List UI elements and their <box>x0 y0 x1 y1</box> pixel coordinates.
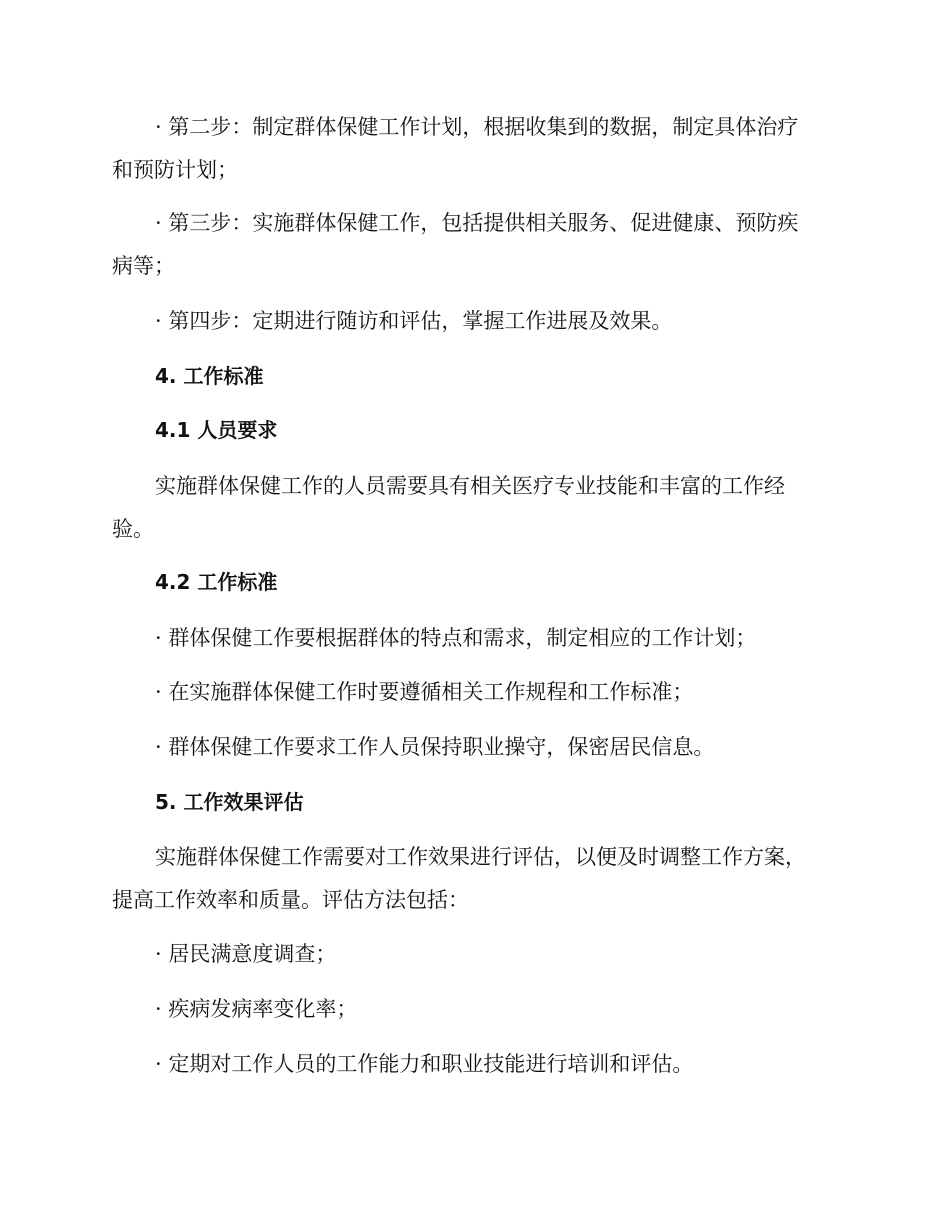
step3-line2: 病等； <box>112 254 175 278</box>
section-4-1-heading: 4.1 人员要求 <box>155 418 278 442</box>
step4-text: · 第四步：定期进行随访和评估，掌握工作进展及效果。 <box>155 309 673 333</box>
step2-line2: 和预防计划； <box>112 158 238 182</box>
section-4-1-body-line2: 验。 <box>112 517 154 541</box>
section-5-body-line1: 实施群体保健工作需要对工作效果进行评估，以便及时调整工作方案， <box>155 845 806 869</box>
method-item: · 居民满意度调查； <box>155 942 337 966</box>
step2-line1: · 第二步：制定群体保健工作计划，根据收集到的数据，制定具体治疗 <box>155 115 799 139</box>
section-4-heading: 4. 工作标准 <box>155 364 264 388</box>
standard-item: · 群体保健工作要根据群体的特点和需求，制定相应的工作计划； <box>155 626 757 650</box>
section-4-2-heading: 4.2 工作标准 <box>155 570 278 594</box>
standard-item: · 在实施群体保健工作时要遵循相关工作规程和工作标准； <box>155 680 694 704</box>
step3-line1: · 第三步：实施群体保健工作，包括提供相关服务、促进健康、预防疾 <box>155 211 799 235</box>
standard-item: · 群体保健工作要求工作人员保持职业操守，保密居民信息。 <box>155 735 715 759</box>
method-item: · 疾病发病率变化率； <box>155 997 358 1021</box>
section-5-heading: 5. 工作效果评估 <box>155 790 304 814</box>
section-4-1-body-line1: 实施群体保健工作的人员需要具有相关医疗专业技能和丰富的工作经 <box>155 474 785 498</box>
section-5-body-line2: 提高工作效率和质量。评估方法包括： <box>112 888 469 912</box>
method-item: · 定期对工作人员的工作能力和职业技能进行培训和评估。 <box>155 1052 694 1076</box>
